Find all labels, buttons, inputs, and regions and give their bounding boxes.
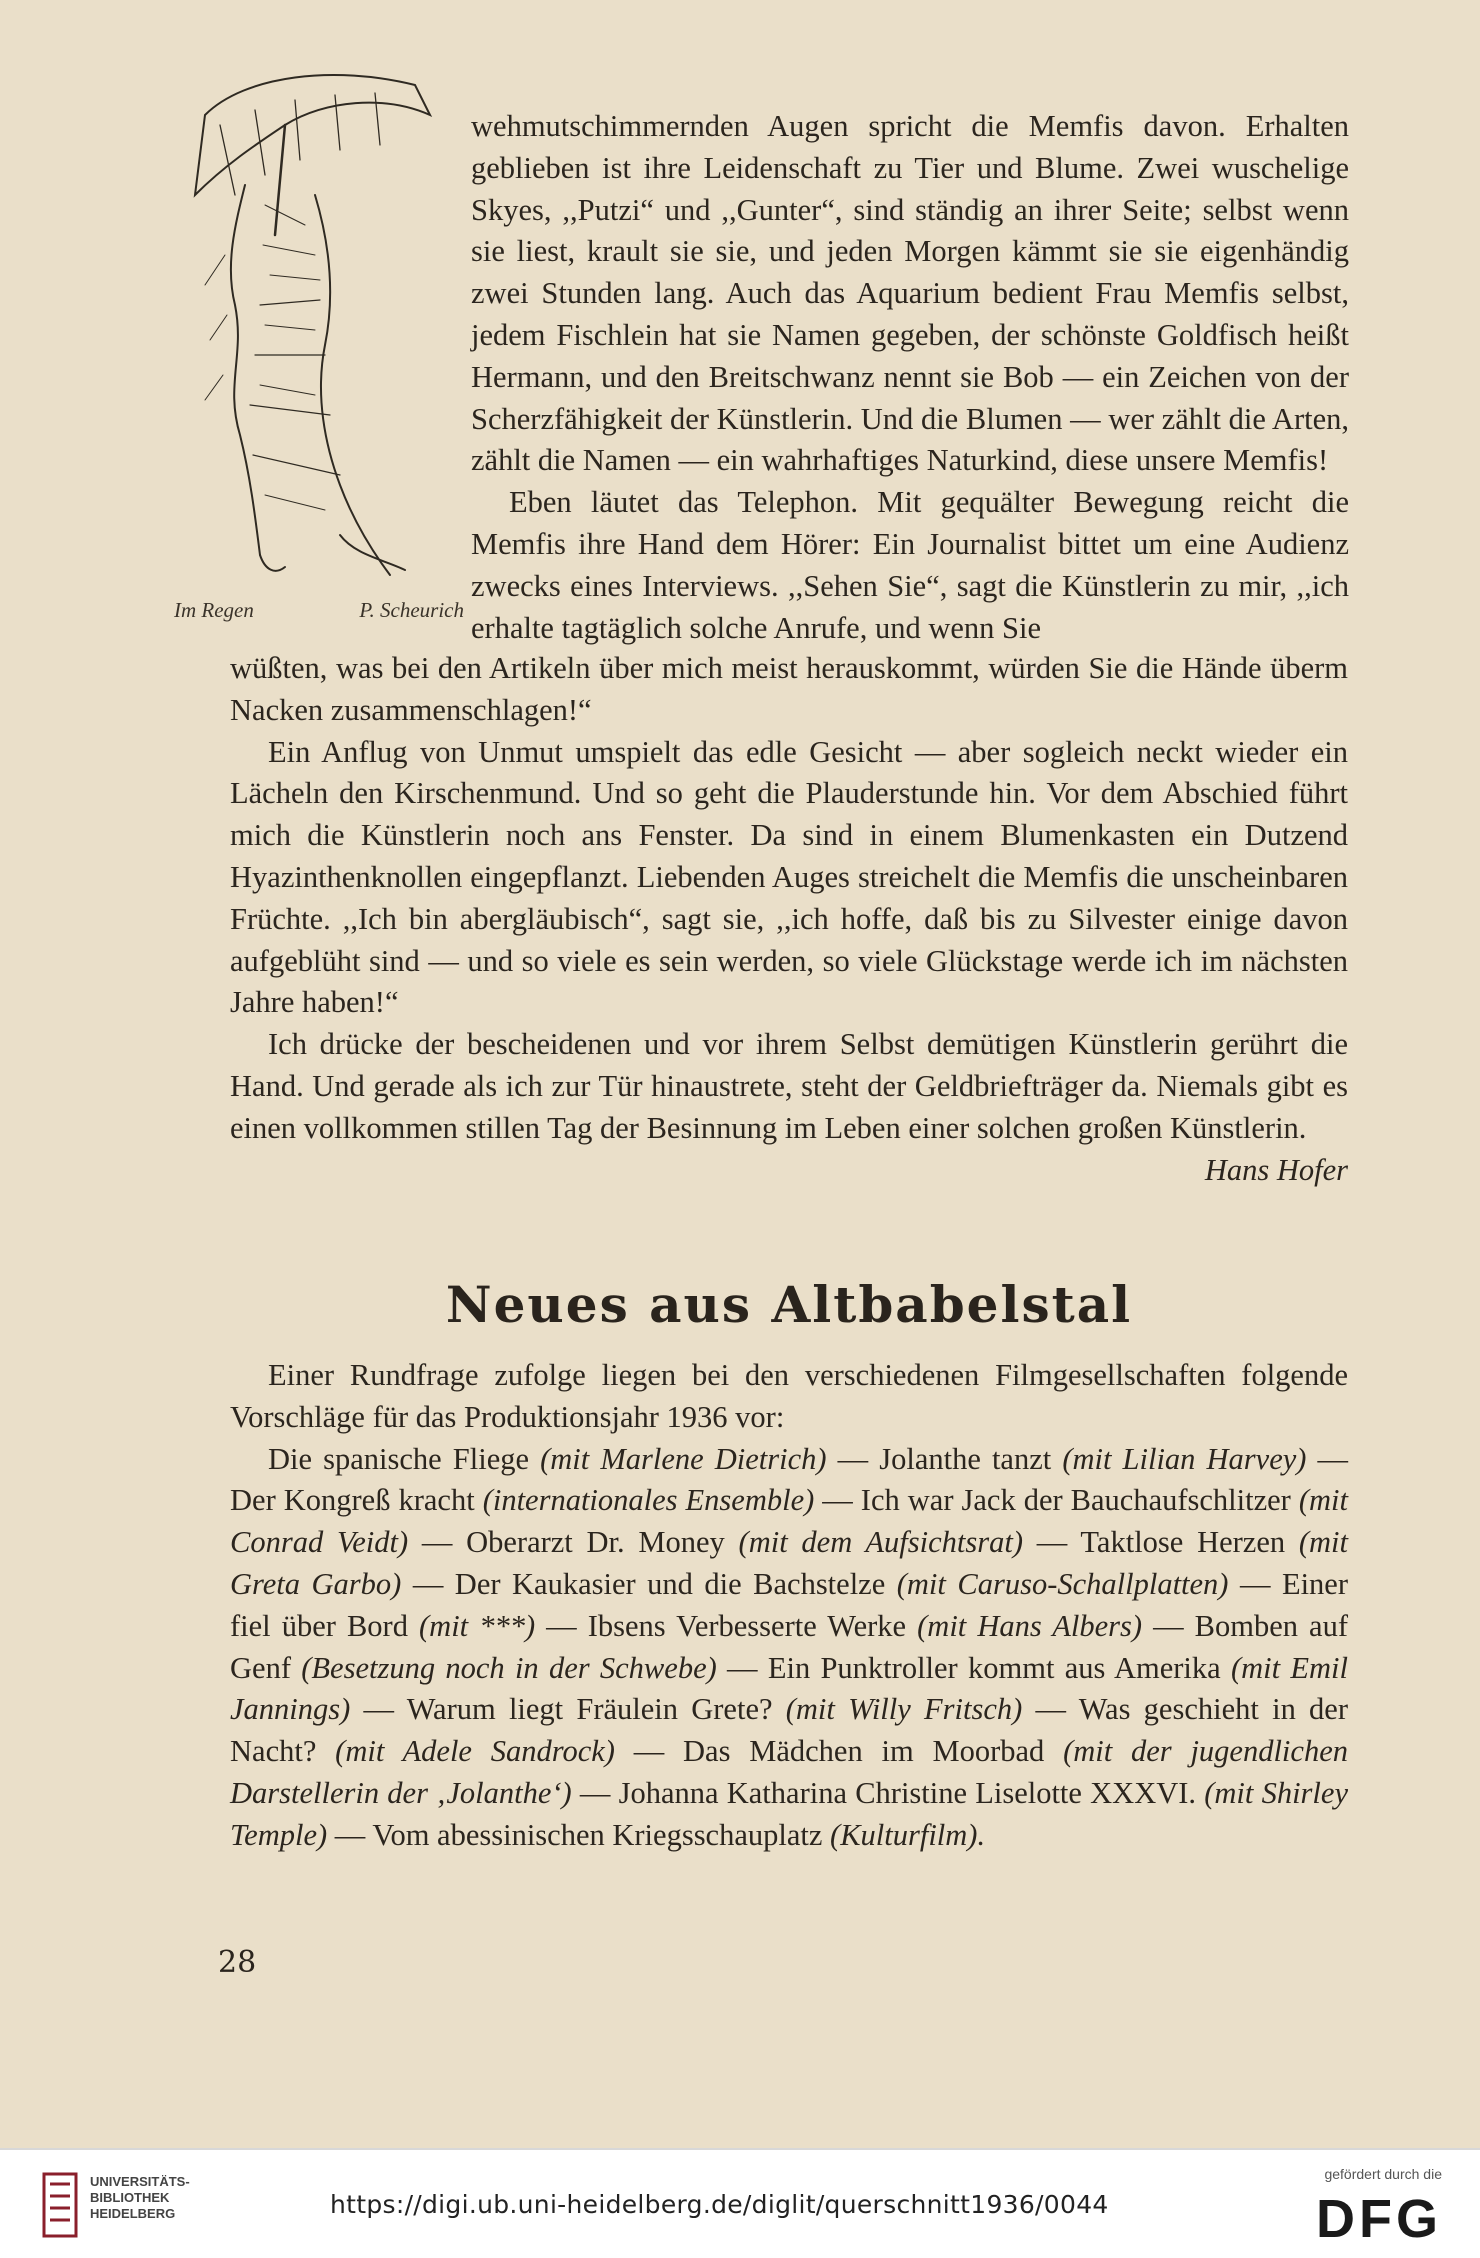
- article2-para1: Einer Rundfrage zufolge liegen bei den verschiedenen Filmgesellschaften folgende Vorschläge für das Produktionsjahr 1936 vor:: [230, 1358, 1348, 1434]
- film-title: — Was geschieht in der Nacht?: [230, 1692, 1348, 1769]
- film-title: — Einer fiel über Bord: [230, 1566, 1349, 1643]
- film-title: — Taktlose Herzen: [1023, 1525, 1299, 1560]
- film-note: (internationales Ensemble): [482, 1483, 815, 1518]
- illustration-caption: [174, 598, 464, 623]
- film-note: (mit dem Aufsichtsrat): [738, 1525, 1023, 1560]
- film-note: (mit Willy Fritsch): [785, 1692, 1023, 1727]
- article1-para4: [230, 1024, 1348, 1187]
- film-title: — Bomben auf Genf: [230, 1608, 1349, 1685]
- film-title: — Ich war Jack der Bauchaufschlitzer: [814, 1483, 1299, 1518]
- university-seal-icon: [40, 2170, 80, 2240]
- film-note: (mit Emil Jannings): [230, 1650, 1348, 1727]
- film-note: (mit Hans Albers): [917, 1608, 1143, 1643]
- page-number: 28: [218, 1945, 257, 1980]
- film-note: (mit Marlene Dietrich): [540, 1441, 827, 1476]
- article1-signature: Hans Hofer: [1204, 1152, 1348, 1187]
- film-note: (mit Lilian Harvey): [1062, 1441, 1307, 1476]
- library-line-2: BIBLIOTHEK: [90, 2190, 170, 2205]
- film-note: (mit Shirley Temple): [230, 1775, 1348, 1852]
- permalink-url[interactable]: https://digi.ub.uni-heidelberg.de/diglit/querschnitt1936/0044: [330, 2190, 1109, 2219]
- film-note: (mit Conrad Veidt): [230, 1483, 1348, 1560]
- article1-para3: Ein Anflug von Unmut umspielt das edle Gesicht — aber sogleich neckt wieder ein Lächeln den Kirschenmund. Und so geht die Plauderstunde hin. Vor dem Abschied führt mich die Künstlerin noch ans Fenster. Da sind in einem Blumenkasten ein Dutzend Hyazinthenknollen eingepflanzt. Liebenden Auges streichelt die Memfis die unscheinbaren Früchte. ,,Ich bin abergläubisch“, sagt sie, ,,ich hoffe, daß bis zu Silvester einige davon aufgeblüht sind — und so viele es sein werden, so viele Glückstage werde ich im nächsten Jahre haben!“: [230, 734, 1348, 1020]
- caption-artist: P. Scheurich: [359, 598, 464, 622]
- film-title: — Warum liegt Fräulein Grete?: [350, 1692, 786, 1727]
- film-title: — Johanna Katharina Christine Liselotte XXXVI.: [571, 1775, 1205, 1810]
- dfg-logo: DFG: [1316, 2189, 1442, 2249]
- film-title: — Der Kongreß kracht: [230, 1441, 1349, 1518]
- library-name: [90, 2174, 190, 2222]
- article1-full-column: [230, 648, 1348, 1191]
- article1-para2-bottom: wüßten, was bei den Artikeln über mich meist herauskommt, würden Sie die Hände überm Nacken zusammenschlagen!“: [230, 651, 1348, 727]
- film-note: (Besetzung noch in der Schwebe): [301, 1650, 717, 1685]
- article1-intro: wehmutschimmernden Augen spricht die Memfis davon. Erhalten geblieben ist ihre Leidenschaft zu Tier und Blume. Zwei wuschelige Skyes, ,,Putzi“ und ,,Gunter“, sind ständig an ihrer Seite; selbst wenn sie liest, krault sie sie, und jeden Morgen kämmt sie sie eigenhändig zwei Stunden lang. Auch das Aquarium bedient Frau Memfis selbst, jedem Fischlein hat sie Namen gegeben, der schönste Goldfisch heißt Hermann, und den Breitschwanz nennt sie Bob — ein Zeichen von der Scherzfähigkeit der Künstlerin. Und die Blumen — wer zählt die Arten, zählt die Namen — ein wahrhaftiges Naturkind, diese unsere Memfis!: [471, 109, 1349, 478]
- viewer-footer: [0, 2148, 1480, 2258]
- film-title: — Ein Punktroller kommt aus Amerika: [716, 1650, 1231, 1685]
- funded-by-note: gefördert durch die: [1324, 2166, 1442, 2182]
- film-note: (mit der jugendlichen Darstellerin der ‚Jolanthe‘): [230, 1734, 1348, 1810]
- film-note: (Kulturfilm).: [830, 1817, 986, 1852]
- film-title: — Ibsens Verbesserte Werke: [535, 1608, 918, 1643]
- film-note: (mit ***): [419, 1608, 536, 1643]
- film-title: — Das Mädchen im Moorbad: [614, 1734, 1064, 1769]
- umbrella-illustration: [165, 55, 455, 595]
- film-title: — Vom abessinischen Kriegsschauplatz: [327, 1817, 831, 1852]
- library-line-1: UNIVERSITÄTS-: [90, 2174, 190, 2189]
- article2-body: [230, 1355, 1348, 1857]
- library-line-3: HEIDELBERG: [90, 2206, 176, 2221]
- article2-film-list: [230, 1439, 1348, 1857]
- article1-para2-top: Eben läutet das Telephon. Mit gequälter Bewegung reicht die Memfis ihre Hand dem Hörer: Ein Journalist bittet um eine Audienz zwecks eines Interviews. ,,Sehen Sie“, sagt die Künstlerin zu mir, ,,ich erhalte tagtäglich solche Anrufe, und wenn Sie: [471, 485, 1349, 645]
- article2-heading: Neues aus Altbabelstal: [445, 1275, 1133, 1334]
- film-note: (mit Caruso-Schallplatten): [896, 1566, 1229, 1601]
- film-title: — Oberarzt Dr. Money: [408, 1525, 739, 1560]
- article1-para4-text: Ich drücke der bescheidenen und vor ihrem Selbst demütigen Künstlerin gerührt die Hand. Und gerade als ich zur Tür hinaustrete, steht der Geldbriefträger da. Niemals gibt es einen vollkommen stillen Tag der Besinnung im Leben einer solchen großen Künstlerin.: [230, 1027, 1348, 1145]
- film-note: (mit Greta Garbo): [230, 1525, 1348, 1601]
- caption-title: Im Regen: [174, 598, 254, 622]
- film-title: — Der Kaukasier und die Bachstelze: [401, 1566, 897, 1601]
- film-list-intro: Die spanische Fliege: [268, 1441, 530, 1476]
- film-note: (mit Adele Sandrock): [335, 1734, 615, 1769]
- film-title: — Jolanthe tanzt: [826, 1441, 1063, 1476]
- article1-top-column: [471, 106, 1349, 649]
